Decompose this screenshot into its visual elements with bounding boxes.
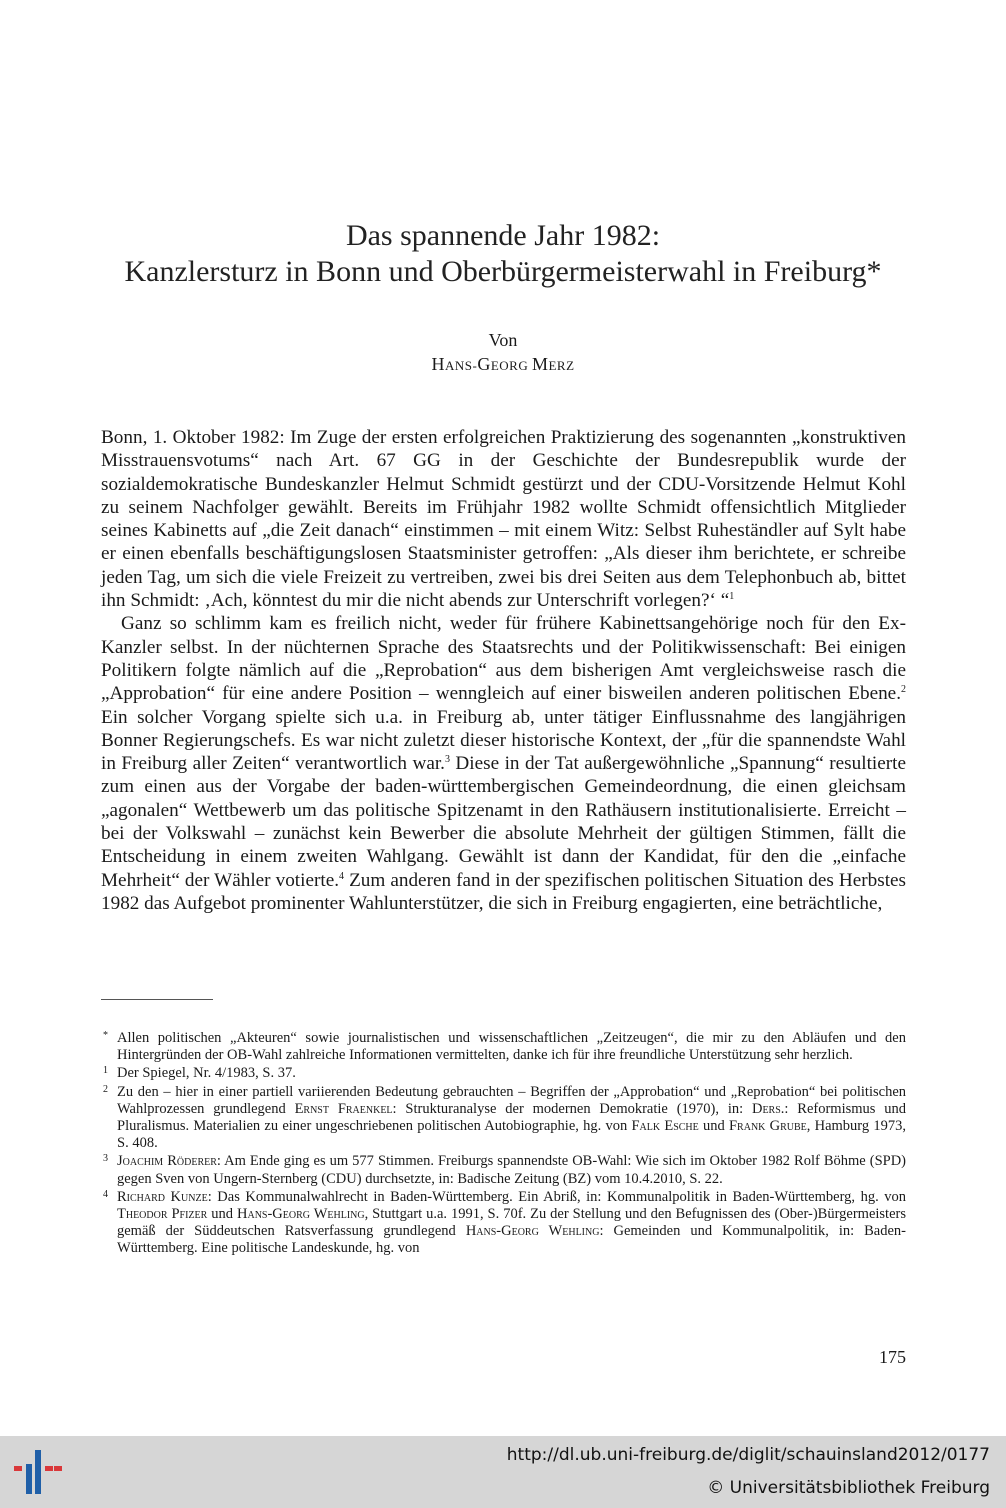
footnote-1: 1 Der Spiegel, Nr. 4/1983, S. 37. [103,1065,296,1082]
paragraph-1: Bonn, 1. Oktober 1982: Im Zuge der ersten erfolgreichen Praktizierung des sogenannten „konstruktiven Misstrauensvotums“ nach Art. 67 GG in der Geschichte der Bundesrepublik wurde der sozialdemokratische Bundeskanzler Helmut Schmidt gestürzt und der CDU-Vorsitzende Helmut Kohl zu seinem Nachfolger gewählt. Bereits im Frühjahr 1982 wollte Schmidt offensichtlich Mitglieder seines Kabinetts auf „die Zeit danach“ einstimmen – mit einem Witz: Selbst Ruheständler auf Sylt habe er einen ebenfalls beschäftigungslosen Staatsminister getroffen: „Als dieser ihm berichtete, er schreibe jeden Tag, um sich die viele Freizeit zu vertreiben, zwei bis drei Seiten aus dem Telephonbuch ab, bittet ihn Schmidt: ‚Ach, könntest du mir die nicht abends zur Unterschrift vorlegen?‘ “$^1$ [101,427,906,612]
paragraph-2: Ganz so schlimm kam es freilich nicht, weder für frühere Kabinettsangehörige noch für den Ex-Kanzler selbst. In der nüchternen Sprache des Staatsrechts und der Politikwissenschaft: Bei einigen Politikern folgte nämlich auf die „Reprobation“ aus dem bisherigen Amt vergleichsweise rasch die „Approbation“ für eine andere Position – wenngleich auf einer bisweilen anderen politischen Ebene.$^2$ Ein solcher Vorgang spielte sich u.a. in Freiburg ab, unter tätiger Einflussnahme des langjährigen Bonner Regierungschefs. Es war nicht zuletzt dieser historische Kontext, der „für die spannendste Wahl in Freiburg aller Zeiten“ verantwortlich war.$^3$ Diese in der Tat außergewöhnliche „Spannung“ resultierte zum einen aus der Vorgabe der baden-württembergischen Gemeindeordnung, die einen gleichsam „agonalen“ Wettbewerb um das politische Spitzenamt in den Rathäusern institutionalisierte. Erreicht – bei der Volkswahl – zunächst kein Bewerber die absolute Mehrheit der gültigen Stimmen, fällt die Entscheidung in einem zweiten Wahlgang. Gewählt ist dann der Kandidat, für den die „einfache Mehrheit“ der Wähler votierte.$^4$ Zum anderen fand in der spezifischen politischen Situation des Herbstes 1982 das Aufgebot prominenter Wahlunterstützer, die sich in Freiburg engagierten, eine beträchtliche, [101,613,907,914]
footnote-2: 2 Zu den – hier in einer partiell variierenden Bedeutung gebrauchten – Begriffen der „Approbation“ und „Reprobation“ bei politischen Wahlprozessen grundlegend Ernst Fraenkel: Strukturanalyse der modernen Demokratie (1970), in: Ders.: Reformismus und Pluralismus. Materialien zu einer ungeschriebenen politischen Autobiographie, hg. von Falk Esche und Frank Grube, Hamburg 1973, S. 408. [103,1083,906,1152]
footnote-ref-2[interactable]: 2 [901,684,906,696]
footnote-ref-3[interactable]: 3 [444,754,450,766]
footnotes [101,1030,906,1259]
ub-freiburg-logo-icon[interactable] [12,1446,64,1498]
footnote-divider [101,999,213,1000]
document-url-link[interactable]: http://dl.ub.uni-freiburg.de/diglit/schauinsland2012/0177 [506,1445,990,1465]
footnote-ref-1[interactable]: 1 [729,591,735,603]
library-footer-bar [0,1436,1006,1508]
footnote-3: 3 Joachim Röderer: Am Ende ging es um 577 Stimmen. Freiburgs spannendste OB-Wahl: Wie sich im Oktober 1982 Rolf Böhme (SPD) gegen Sven von Ungern-Sternberg (CDU) durchsetzte, in: Badische Zeitung (BZ) vom 10.4.2010, S. 22. [103,1153,907,1187]
footnote-4: 4 Richard Kunze: Das Kommunalwahlrecht in Baden-Württemberg. Ein Abriß, in: Kommunalpolitik in Baden-Württemberg, hg. von Theodor Pfizer und Hans-Georg Wehling, Stuttgart u.a. 1991, S. 70f. Zu der Stellung und den Befugnissen des (Ober-)Bürgermeisters gemäß der Süddeutschen Ratsverfassung grundlegend Hans-Georg Wehling: Gemeinden und Kommunalpolitik, in: Baden-Württemberg. Eine politische Landeskunde, hg. von [103,1188,907,1257]
byline-von: Von [488,330,518,350]
article-title-line-2: Kanzlersturz in Bonn und Oberbürgermeisterwahl in Freiburg* [124,255,882,288]
page-number: 175 [879,1347,906,1367]
article-body [101,426,906,915]
copyright-notice: © Universitätsbibliothek Freiburg [707,1478,990,1498]
footnote-star: * Allen politischen „Akteuren“ sowie journalistischen und wissenschaftlichen „Zeitzeugen“, die mir zu den Abläufen und den Hintergründen der OB-Wahl zahlreiche Informationen vermittelten, danke ich für ihre freundliche Unterstützung sehr herzlich. [103,1030,906,1064]
author-name: HANS-GEORG MERZ [431,354,575,374]
footnote-ref-4[interactable]: 4 [339,870,345,882]
article-title-line-1: Das spannende Jahr 1982: [345,219,661,252]
